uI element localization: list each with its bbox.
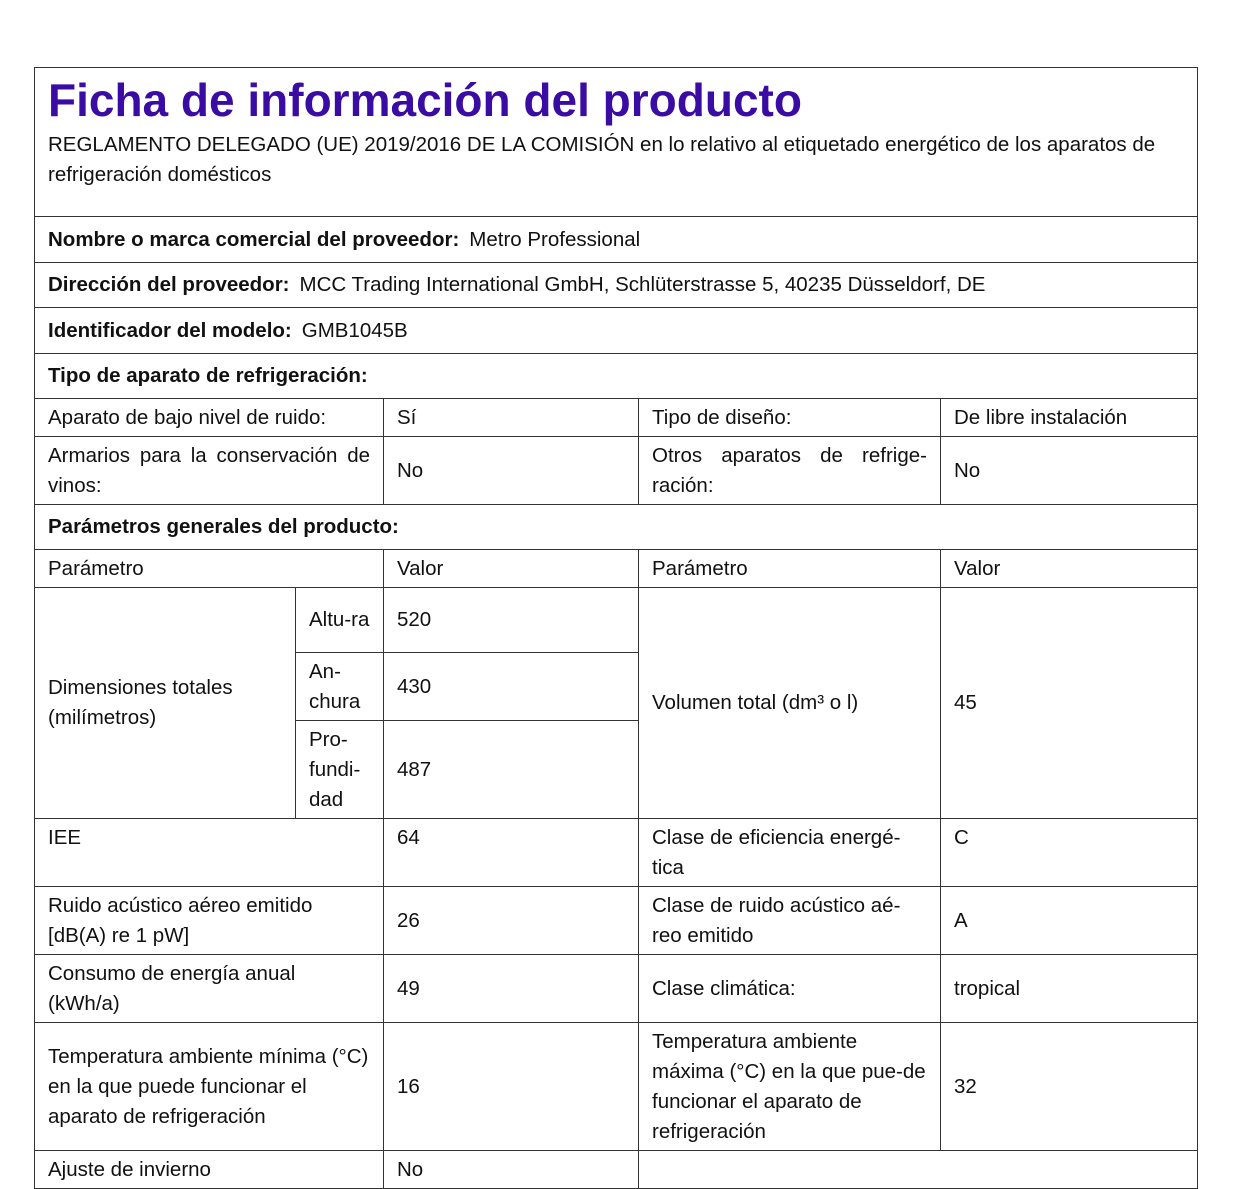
depth-label: Pro-fundi-dad <box>296 720 384 818</box>
regulation-text: REGLAMENTO DELEGADO (UE) 2019/2016 DE LA COMISIÓN en lo relativo al etiquetado energético de los aparatos de refrigeración domésticos <box>35 128 1198 216</box>
design-type-value: De libre instalación <box>941 398 1198 436</box>
noise-label: Ruido acústico aéreo emitido [dB(A) re 1 pW] <box>35 886 384 954</box>
low-noise-label: Aparato de bajo nivel de ruido: <box>35 398 384 436</box>
volume-value: 45 <box>941 587 1198 818</box>
empty-cell <box>639 1150 1198 1188</box>
height-label: Altu-ra <box>296 587 384 652</box>
width-value: 430 <box>384 652 639 720</box>
col-header-param-1: Parámetro <box>35 549 384 587</box>
supplier-row <box>35 216 1198 262</box>
wine-storage-value: No <box>384 436 639 504</box>
col-header-value-1: Valor <box>384 549 639 587</box>
address-value: MCC Trading International GmbH, Schlüterstrasse 5, 40235 Düsseldorf, DE <box>299 273 986 296</box>
eei-label: IEE <box>35 818 384 886</box>
energy-label: Consumo de energía anual (kWh/a) <box>35 954 384 1022</box>
max-temp-label: Temperatura ambiente máxima (°C) en la que pue-de funcionar el aparato de refrigeración <box>639 1022 941 1150</box>
address-label: Dirección del proveedor: <box>48 273 290 296</box>
design-type-label: Tipo de diseño: <box>639 398 941 436</box>
width-label: An-chura <box>296 652 384 720</box>
page-title: Ficha de información del producto <box>35 68 1198 129</box>
energy-value: 49 <box>384 954 639 1022</box>
noise-class-value: A <box>941 886 1198 954</box>
min-temp-label: Temperatura ambiente mínima (°C) en la que puede funcionar el aparato de refrigeración <box>35 1022 384 1150</box>
model-value: GMB1045B <box>301 318 408 342</box>
col-header-param-2: Parámetro <box>639 549 941 587</box>
noise-value: 26 <box>384 886 639 954</box>
climate-class-label: Clase climática: <box>639 954 941 1022</box>
low-noise-value: Sí <box>384 398 639 436</box>
supplier-label: Nombre o marca comercial del proveedor: <box>48 227 460 251</box>
other-appliances-label: Otros aparatos de refrige-ración: <box>639 436 941 504</box>
dimensions-label: Dimensiones totales (milímetros) <box>35 587 296 818</box>
depth-value: 487 <box>384 720 639 818</box>
climate-class-value: tropical <box>941 954 1198 1022</box>
winter-value: No <box>384 1150 639 1188</box>
efficiency-class-value: C <box>941 818 1198 886</box>
wine-storage-label: Armarios para la conservación de vinos: <box>35 436 384 504</box>
max-temp-value: 32 <box>941 1022 1198 1150</box>
eei-value: 64 <box>384 818 639 886</box>
volume-label: Volumen total (dm³ o l) <box>639 587 941 818</box>
product-info-table <box>34 67 1198 1189</box>
other-appliances-value: No <box>941 436 1198 504</box>
winter-label: Ajuste de invierno <box>35 1150 384 1188</box>
noise-class-label: Clase de ruido acústico aé-reo emitido <box>639 886 941 954</box>
model-row <box>35 307 1198 353</box>
general-params-heading: Parámetros generales del producto: <box>35 504 1198 549</box>
col-header-value-2: Valor <box>941 549 1198 587</box>
model-label: Identificador del modelo: <box>48 318 292 342</box>
height-value: 520 <box>384 587 639 652</box>
efficiency-class-label: Clase de eficiencia energé-tica <box>639 818 941 886</box>
appliance-type-heading: Tipo de aparato de refrigeración: <box>35 353 1198 398</box>
min-temp-value: 16 <box>384 1022 639 1150</box>
supplier-value: Metro Professional <box>469 227 641 251</box>
address-row <box>35 262 1198 307</box>
